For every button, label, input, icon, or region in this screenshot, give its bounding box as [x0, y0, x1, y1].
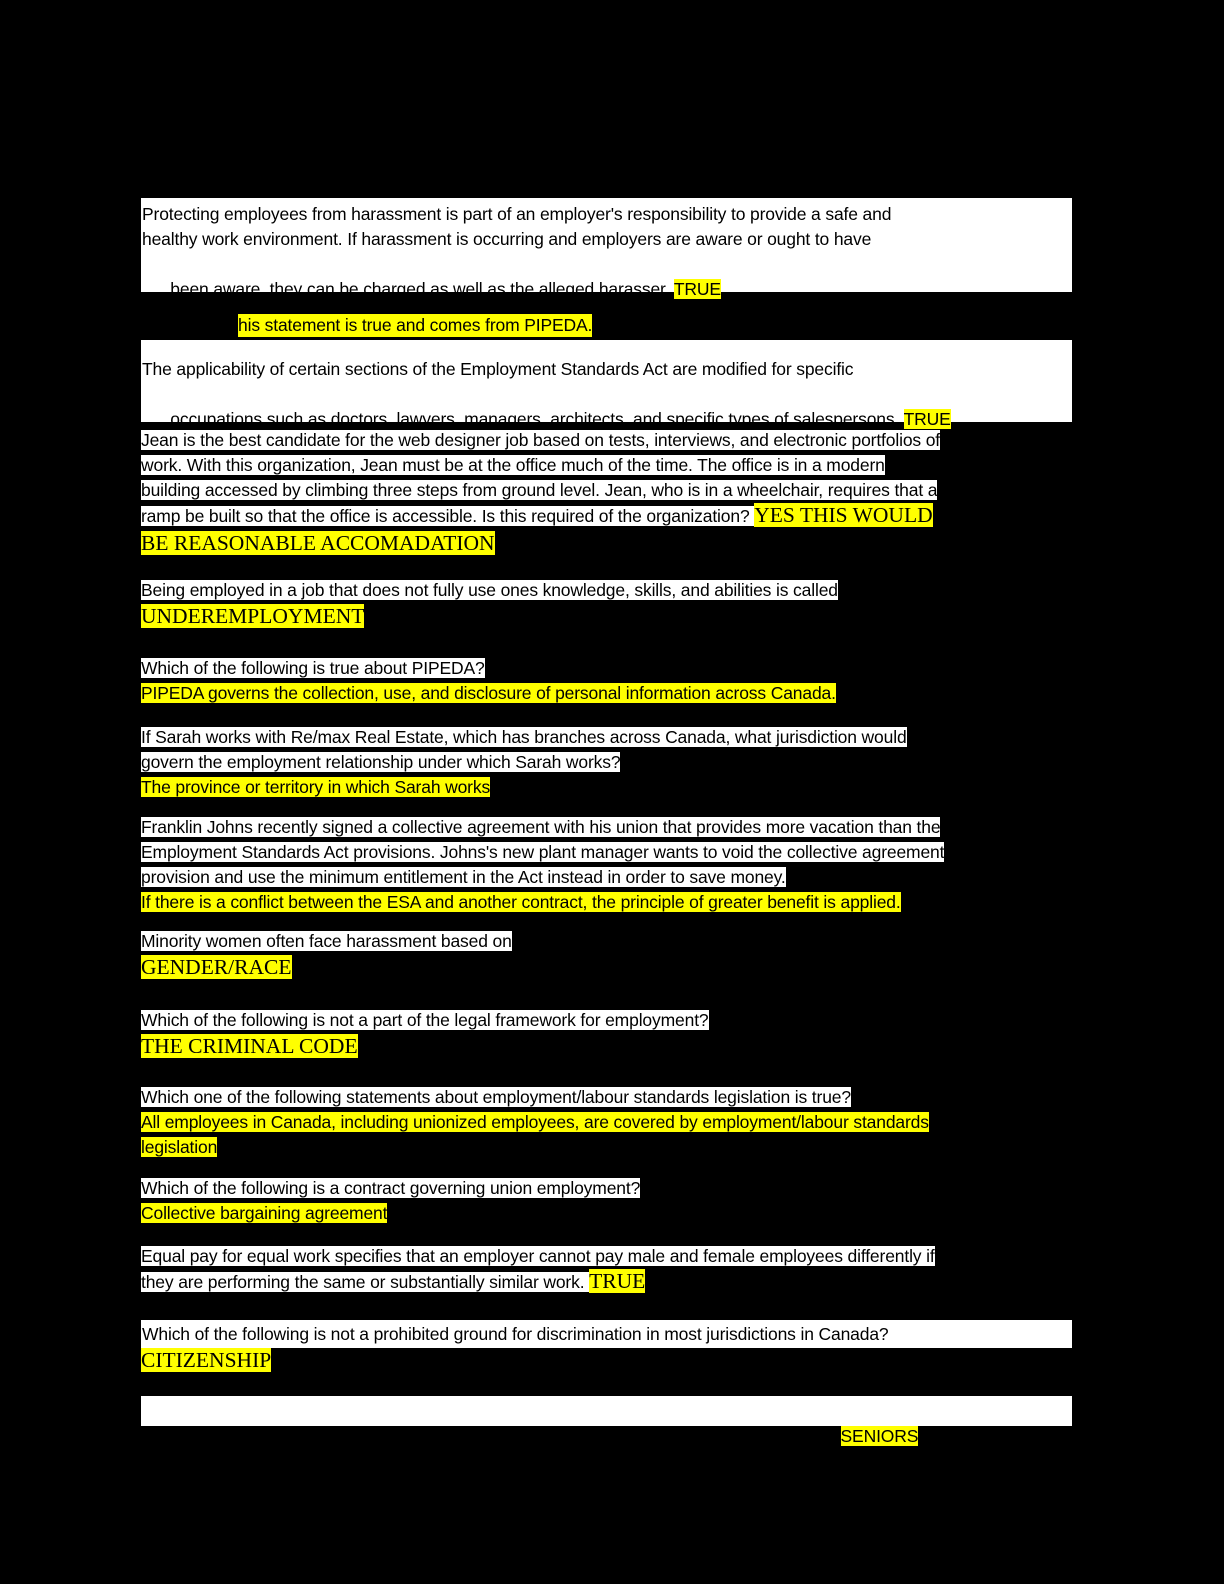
question-block-2 [141, 340, 1072, 429]
q2-line-2-text: occupations such as doctors, lawyers, managers, architects, and specific types of salespersons. [170, 409, 904, 429]
question-block-1 [141, 198, 1072, 299]
q12-line-2: they are performing the same or substantially similar work. TRUE [141, 1269, 646, 1293]
q9-answer: THE CRIMINAL CODE [141, 1034, 358, 1058]
q14-question-text: The four designated groups referred to in the textbook include all of the following except [170, 1426, 841, 1446]
q6-question-line-1: If Sarah works with Re/max Real Estate, which has branches across Canada, what jurisdiction would [141, 727, 907, 747]
q5-answer-wrap [141, 681, 836, 706]
q1-answer: TRUE [673, 279, 721, 299]
q7-question-line-1: Franklin Johns recently signed a collective agreement with his union that provides more vacation than the [141, 817, 941, 837]
q10-answer-line-1: All employees in Canada, including unionized employees, are covered by employment/labour standards [141, 1112, 929, 1132]
q6-question-line-2: govern the employment relationship under which Sarah works? [141, 752, 621, 772]
q7-question-line-3: provision and use the minimum entitlement in the Act instead in order to save money. [141, 867, 786, 887]
q10-answer-line-1-wrap [141, 1110, 929, 1135]
q11-answer: Collective bargaining agreement [141, 1203, 388, 1223]
question-block-9 [141, 1008, 709, 1059]
question-block-8 [141, 929, 512, 980]
q14-answer: SENIORS [840, 1426, 919, 1446]
q12-answer: TRUE [589, 1269, 646, 1293]
q8-question: Minority women often face harassment based on [141, 931, 512, 951]
q10-question: Which one of the following statements about employment/labour standards legislation is true? [141, 1087, 851, 1107]
question-block-7 [141, 815, 944, 915]
q1-line-1: Protecting employees from harassment is part of an employer's responsibility to provide a safe and [142, 204, 892, 224]
q4-question: Being employed in a job that does not fully use ones knowledge, skills, and abilities is called [141, 580, 838, 600]
q2-answer: TRUE [903, 409, 951, 429]
question-block-4 [141, 578, 838, 629]
question-block-13-answer [141, 1348, 271, 1373]
q12-line-1: Equal pay for equal work specifies that an employer cannot pay male and female employees differently if [141, 1246, 935, 1266]
q10-answer-line-2: legislation [141, 1137, 218, 1157]
q3-answer-line-2-wrap [141, 531, 940, 556]
q5-question: Which of the following is true about PIPEDA? [141, 658, 485, 678]
q7-answer-wrap [141, 890, 944, 915]
q13-answer: CITIZENSHIP [141, 1348, 272, 1372]
q9-question: Which of the following is not a part of the legal framework for employment? [141, 1010, 709, 1030]
q3-answer-line-2: BE REASONABLE ACCOMADATION [141, 531, 495, 555]
q7-question-line-2: Employment Standards Act provisions. Johns's new plant manager wants to void the collective agreement [141, 842, 945, 862]
orphan-highlight-pipeda: his statement is true and comes from PIPEDA. [238, 315, 593, 335]
question-block-11 [141, 1176, 640, 1226]
q7-answer: If there is a conflict between the ESA and another contract, the principle of greater benefit is applied. [141, 892, 901, 912]
q13-question: Which of the following is not a prohibited ground for discrimination in most jurisdictions in Canada? [142, 1324, 889, 1344]
q4-answer-wrap [141, 604, 838, 629]
q8-answer-wrap [141, 955, 512, 980]
q1-line-3-text: been aware, they can be charged as well as the alleged harasser. [170, 279, 674, 299]
q6-answer-wrap [141, 775, 907, 800]
q14-line [141, 1396, 1072, 1474]
q3-line-2: work. With this organization, Jean must be at the office much of the time. The office is in a modern [141, 455, 885, 475]
q3-line-1: Jean is the best candidate for the web designer job based on tests, interviews, and electronic portfolios of [141, 430, 941, 450]
q10-answer-line-2-wrap [141, 1135, 929, 1160]
question-block-14 [141, 1396, 1072, 1446]
q1-line-2: healthy work environment. If harassment is occurring and employers are aware or ought to have [142, 229, 872, 249]
q3-line-4: ramp be built so that the office is accessible. Is this required of the organization? YES THIS WOULD [141, 503, 933, 527]
question-block-5 [141, 656, 836, 706]
q11-answer-wrap [141, 1201, 640, 1226]
q5-answer: PIPEDA governs the collection, use, and disclosure of personal information across Canada. [141, 683, 836, 703]
question-block-13 [141, 1320, 1072, 1348]
question-block-12 [141, 1244, 935, 1295]
q11-question: Which of the following is a contract governing union employment? [141, 1178, 641, 1198]
q8-answer: GENDER/RACE [141, 955, 292, 979]
q4-answer: UNDEREMPLOYMENT [141, 604, 365, 628]
q9-answer-wrap [141, 1034, 709, 1059]
q2-line-1: The applicability of certain sections of the Employment Standards Act are modified for specific [142, 359, 854, 379]
q6-answer: The province or territory in which Sarah works [141, 777, 491, 797]
q3-answer-line-1: YES THIS WOULD [754, 503, 933, 527]
question-block-10 [141, 1085, 929, 1160]
question-block-6 [141, 725, 907, 800]
q13-answer-wrap [141, 1348, 271, 1373]
question-block-3 [141, 428, 940, 556]
q3-line-3: building accessed by climbing three steps from ground level. Jean, who is in a wheelchair, requires that a [141, 480, 938, 500]
